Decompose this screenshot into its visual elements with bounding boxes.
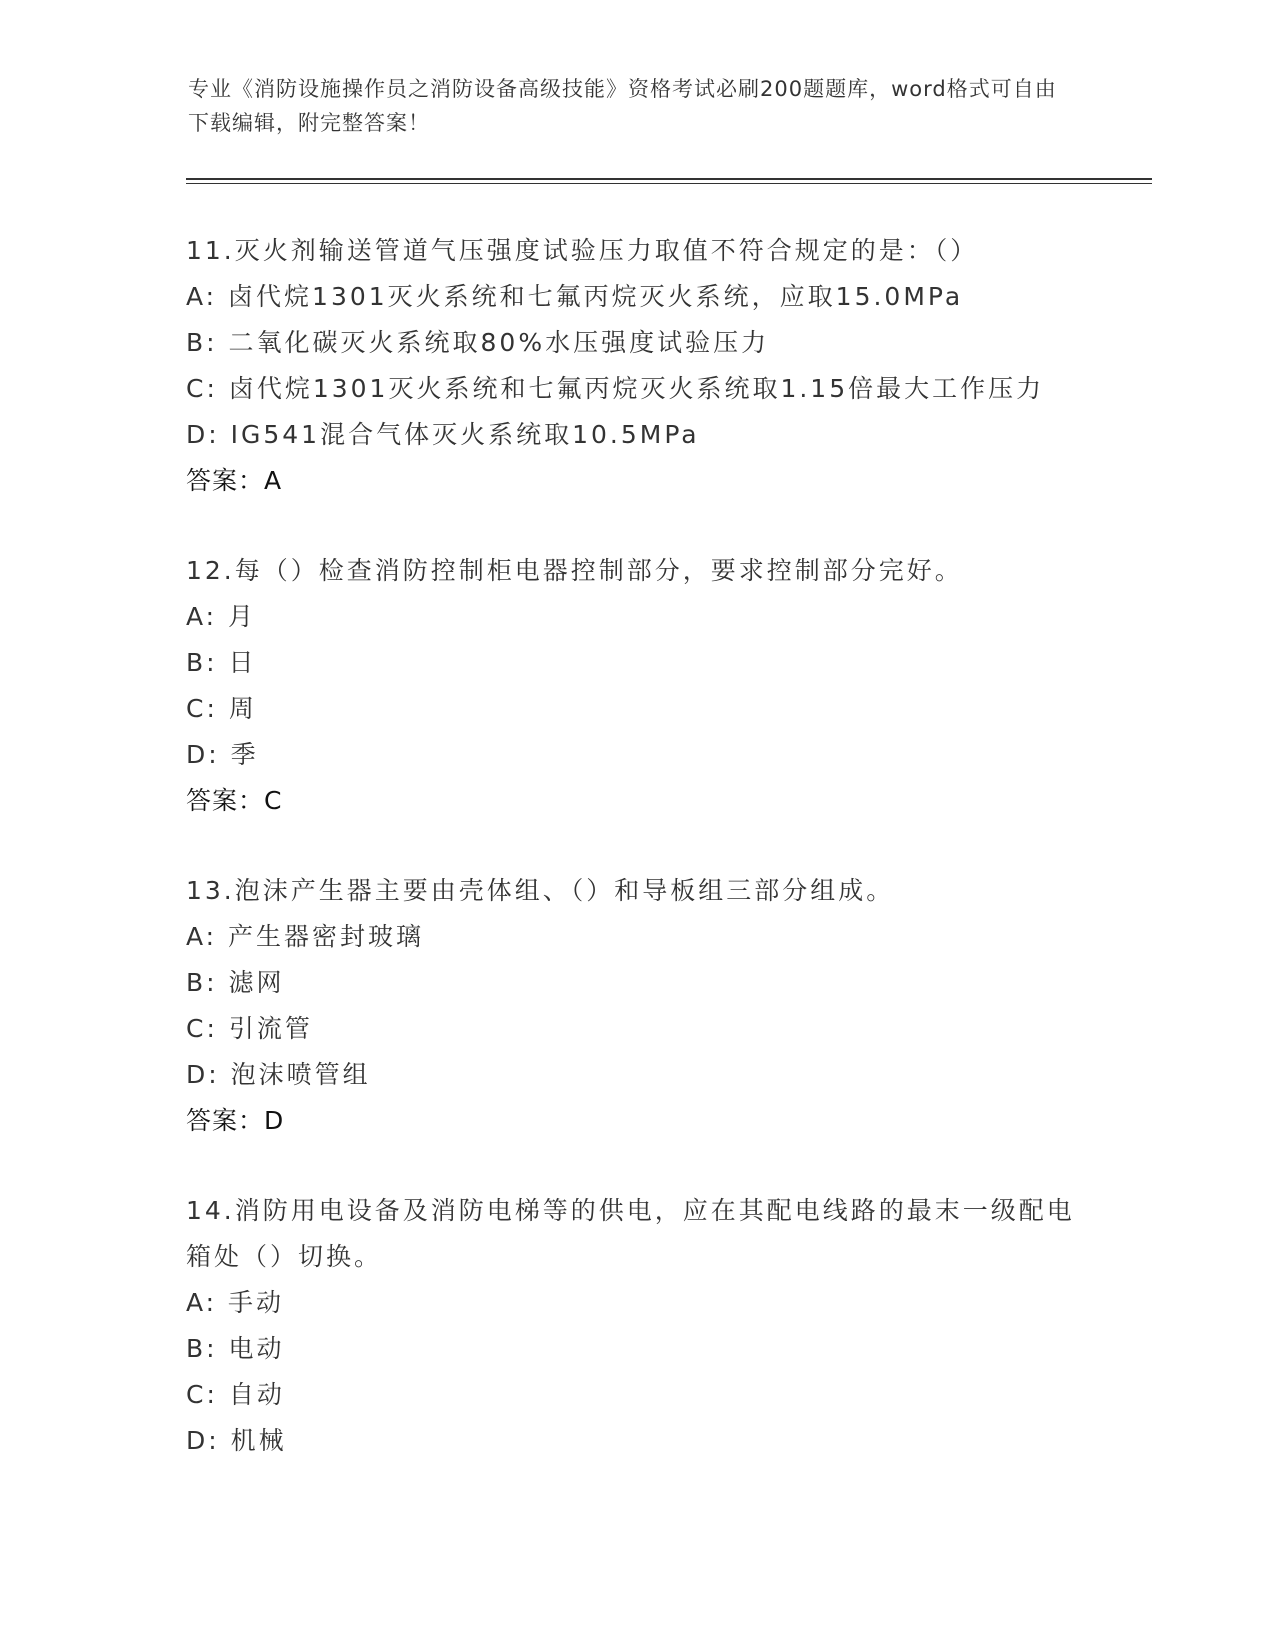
option-c: C: 周 — [186, 694, 257, 723]
option-c: C: 引流管 — [186, 1014, 313, 1043]
question-11 — [186, 228, 1086, 504]
option-d: D: 季 — [186, 740, 259, 769]
option-a: A: 产生器密封玻璃 — [186, 922, 425, 951]
question-stem: 14.消防用电设备及消防电梯等的供电，应在其配电线路的最末一级配电箱处（）切换。 — [186, 1196, 1075, 1271]
option-a: A: 手动 — [186, 1288, 285, 1317]
question-12 — [186, 548, 1086, 824]
answer-line: 答案：C — [186, 786, 283, 815]
question-stem: 12.每（）检查消防控制柜电器控制部分，要求控制部分完好。 — [186, 556, 963, 585]
answer-line: 答案：D — [186, 1106, 285, 1135]
option-a: A: 卤代烷1301灭火系统和七氟丙烷灭火系统，应取15.0MPa — [186, 282, 964, 311]
option-d: D: 机械 — [186, 1426, 287, 1455]
option-c: C: 自动 — [186, 1380, 285, 1409]
question-stem: 11.灭火剂输送管道气压强度试验压力取值不符合规定的是：（） — [186, 236, 979, 265]
option-b: B: 电动 — [186, 1334, 285, 1363]
question-13 — [186, 868, 1086, 1144]
option-a: A: 月 — [186, 602, 257, 631]
option-b: B: 日 — [186, 648, 257, 677]
option-d: D: IG541混合气体灭火系统取10.5MPa — [186, 420, 700, 449]
header-divider-thin — [186, 183, 1152, 184]
document-header: 专业《消防设施操作员之消防设备高级技能》资格考试必刷200题题库，word格式可自由下载编辑，附完整答案！ — [188, 77, 1057, 135]
header-divider-thick — [186, 178, 1152, 180]
question-14 — [186, 1188, 1086, 1464]
option-c: C: 卤代烷1301灭火系统和七氟丙烷灭火系统取1.15倍最大工作压力 — [186, 374, 1045, 403]
option-d: D: 泡沫喷管组 — [186, 1060, 371, 1089]
option-b: B: 二氧化碳灭火系统取80%水压强度试验压力 — [186, 328, 770, 357]
question-stem: 13.泡沫产生器主要由壳体组、（）和导板组三部分组成。 — [186, 876, 895, 905]
answer-line: 答案：A — [186, 466, 283, 495]
option-b: B: 滤网 — [186, 968, 285, 997]
